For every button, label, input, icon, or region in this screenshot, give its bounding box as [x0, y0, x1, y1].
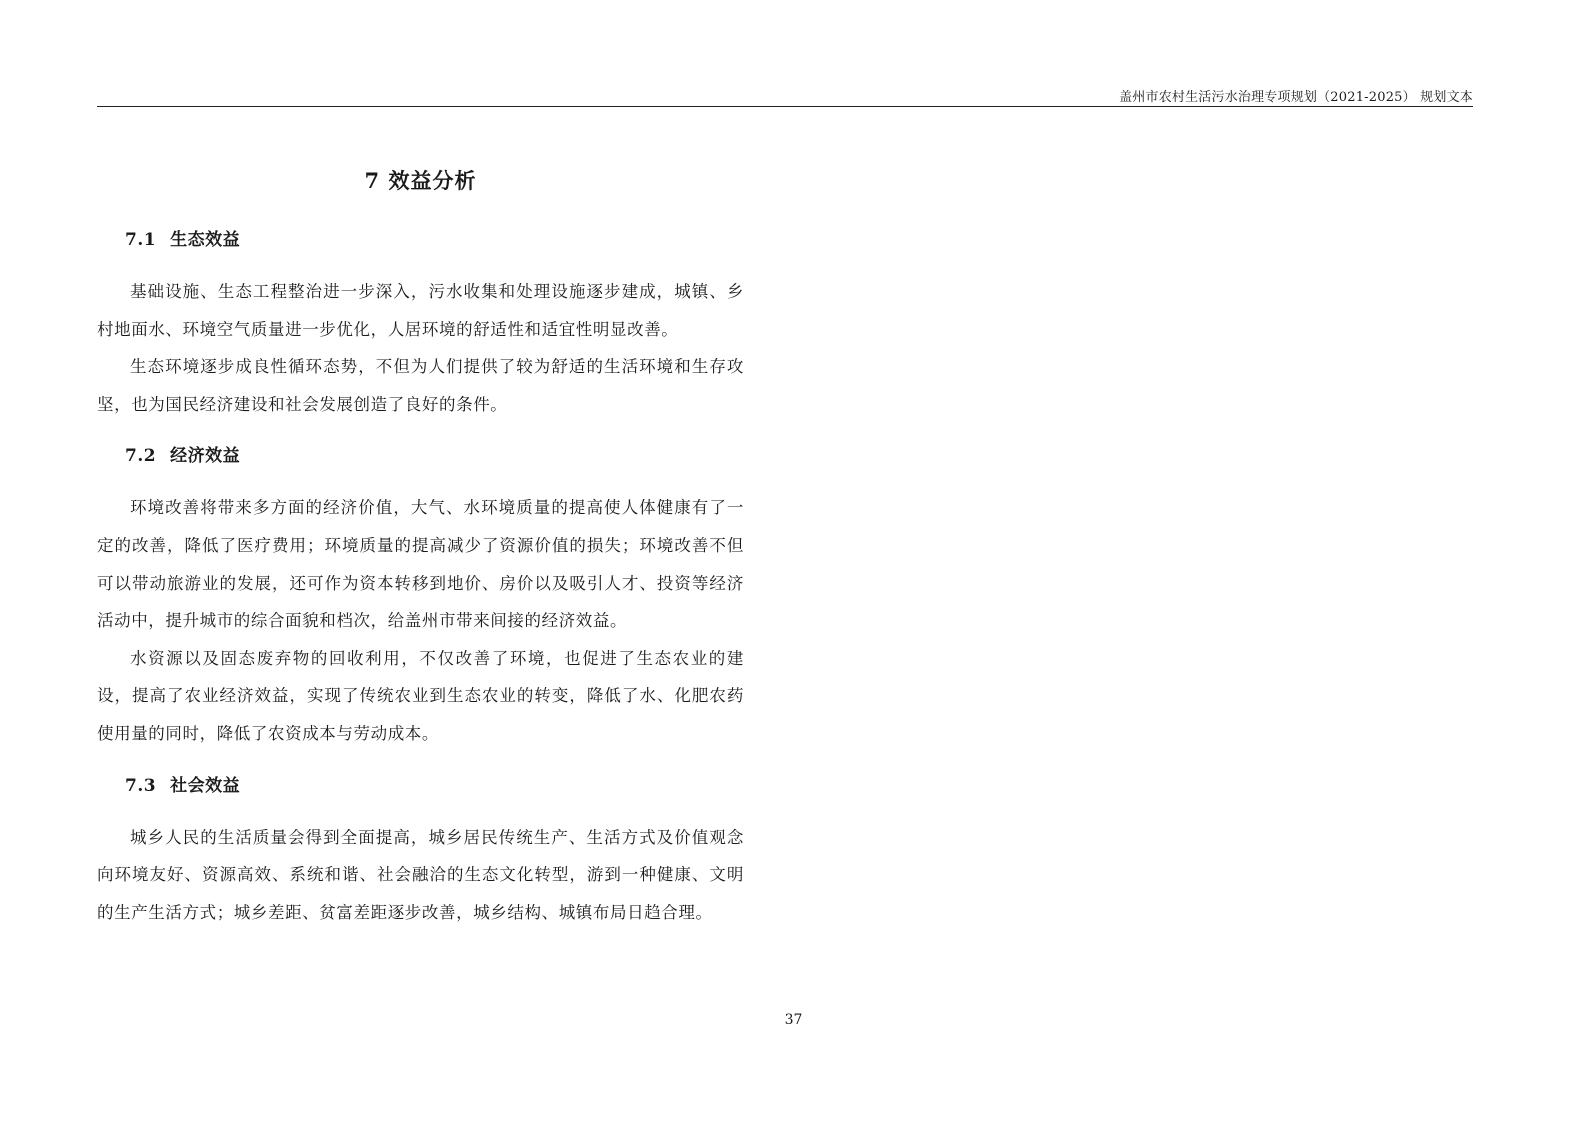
paragraph: 城乡人民的生活质量会得到全面提高，城乡居民传统生产、生活方式及价值观念向环境友好、资源高效、系统和谐、社会融洽的生态文化转型，游到一种健康、文明的生产生活方式；城乡差距、贫富差距逐步改善，城乡结构、城镇布局日趋合理。 — [97, 827, 744, 922]
section-title-text: 生态效益 — [170, 230, 241, 250]
chapter-title: 7 效益分析 — [364, 168, 477, 193]
header-rule — [97, 106, 1473, 107]
section-number: 7.1 — [125, 230, 157, 250]
paragraph: 环境改善将带来多方面的经济价值，大气、水环境质量的提高使人体健康有了一定的改善，降低了医疗费用；环境质量的提高减少了资源价值的损失；环境改善不但可以带动旅游业的发展，还可作为资本转移到地价、房价以及吸引人才、投资等经济活动中，提升城市的综合面貌和档次，给盖州市带来间接的经济效益。 — [97, 498, 744, 631]
section-number: 7.2 — [125, 446, 157, 467]
section-heading-7-2 — [97, 437, 744, 475]
section-heading-7-1 — [97, 221, 744, 259]
paragraph: 水资源以及固态废弃物的回收利用，不仅改善了环境，也促进了生态农业的建设，提高了农业经济效益，实现了传统农业到生态农业的转变，降低了水、化肥农药使用量的同时，降低了农资成本与劳动成本。 — [97, 648, 744, 743]
page-number: 37 — [784, 1012, 803, 1028]
paragraph: 基础设施、生态工程整治进一步深入，污水收集和处理设施逐步建成，城镇、乡村地面水、环境空气质量进一步优化，人居环境的舒适性和适宜性明显改善。 — [97, 282, 744, 339]
section-number: 7.3 — [125, 775, 157, 796]
section-title-text: 社会效益 — [170, 775, 241, 796]
section-heading-7-3 — [97, 767, 744, 805]
running-header: 盖州市农村生活污水治理专项规划（2021-2025） 规划文本 — [1119, 90, 1473, 105]
section-title-text: 经济效益 — [170, 446, 241, 467]
paragraph: 生态环境逐步成良性循环态势，不但为人们提供了较为舒适的生活环境和生存攻坚，也为国民经济建设和社会发展创造了良好的条件。 — [97, 357, 744, 414]
page-body — [97, 160, 744, 931]
